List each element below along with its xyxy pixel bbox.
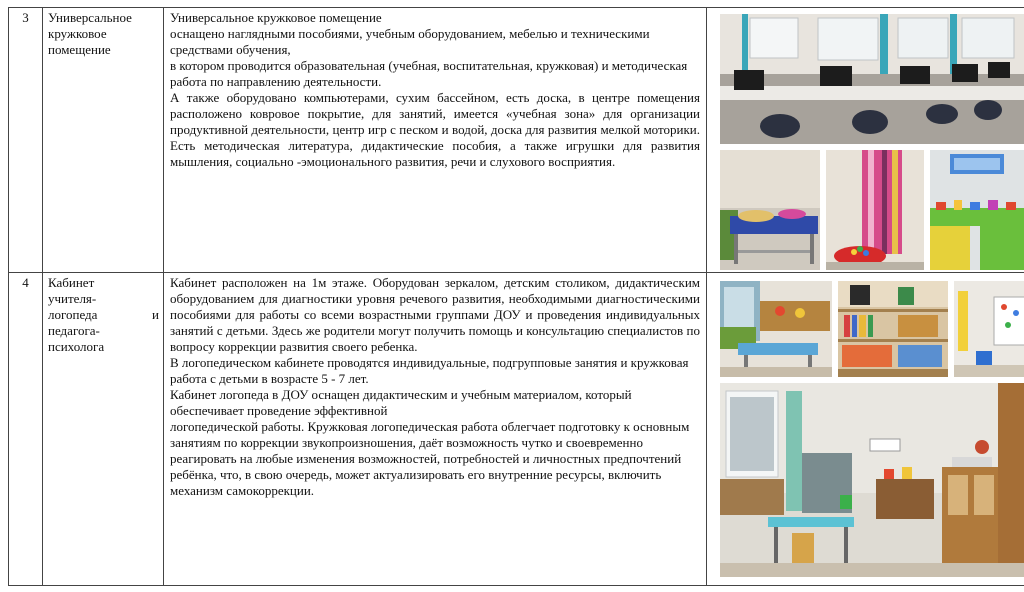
room-description bbox=[164, 273, 707, 586]
learning-zone-photo bbox=[930, 150, 1024, 270]
row-number: 4 bbox=[9, 273, 43, 586]
room-name: Универсальное кружковое помещение bbox=[43, 8, 164, 273]
room-name-line: педагога- bbox=[48, 323, 100, 338]
description-paragraph: Кабинет расположен на 1м этаже. Оборудован зеркалом, детским столиком, дидактическим оборудованием для диагностики уровня речевого развития, необходимыми диагностическими пособиями для работы со всеми возрастными группами ДОУ и проведения индивидуальных занятий с детьми. Здесь же родители могут получить помощь и консультацию специалистов по вопросу коррекции развития своего ребенка. bbox=[170, 275, 700, 354]
facilities-table bbox=[8, 7, 1024, 586]
description-paragraph: Универсальное кружковое помещение bbox=[170, 10, 382, 25]
description-paragraph: В логопедическом кабинете проводятся индивидуальные, подгрупповые занятия и кружковая работа с детьми в возрасте 5 - 7 лет. bbox=[170, 355, 689, 386]
photos-cell bbox=[707, 273, 1024, 586]
room-name-line: психолога bbox=[48, 339, 105, 354]
sand-water-table-photo bbox=[720, 150, 820, 270]
magnetic-board-photo bbox=[954, 281, 1024, 377]
description-paragraph: логопедической работы. Кружковая логопедическая работа облегчает подготовку к основным занятиям по коррекции звукопроизношения, даёт возможность чутко и своевременно реагировать на любые изменения возможностей, потребностей и личностных предпочтений ребёнка, что, в свою очередь, может актуализировать его внутренние ресурсы, включить механизм самокоррекции. bbox=[170, 419, 690, 498]
room-name-line: Кабинет bbox=[48, 275, 95, 290]
speech-therapy-room-photo bbox=[720, 383, 1024, 577]
room-name-word: логопеда bbox=[48, 307, 98, 322]
description-paragraph: А также оборудовано компьютерами, сухим бассейном, есть доска, в центре помещения расположено ковровое покрытие, для занятий, имеется «учебная зона» для организации продуктивной деятельности, центр игр с песком и водой, доска для развития мелкой моторики. Есть методическая литература, дидактические пособия, а также игрушки для развития мышления, социально -эмоционального развития, речи и слухового восприятия. bbox=[170, 90, 700, 169]
room-name-line bbox=[48, 307, 159, 323]
photos-cell bbox=[707, 8, 1024, 273]
room-name-line: учителя- bbox=[48, 291, 97, 306]
room-name bbox=[43, 273, 164, 586]
table-row bbox=[9, 8, 1024, 273]
speech-room-table-photo bbox=[720, 281, 832, 377]
description-paragraph: оснащено наглядными пособиями, учебным оборудованием, мебелью и техническими средствами обучения, bbox=[170, 26, 650, 57]
table-row bbox=[9, 273, 1024, 586]
description-paragraph: Кабинет логопеда в ДОУ оснащен дидактическим и учебным материалом, который обеспечивает проведение эффективной bbox=[170, 387, 632, 418]
row-number: 3 bbox=[9, 8, 43, 273]
room-name-word: и bbox=[152, 307, 159, 322]
description-paragraph: в котором проводится образовательная (учебная, воспитательная, кружковая) и методическая работа по направлению деятельности. bbox=[170, 58, 688, 89]
bookshelf-photo bbox=[838, 281, 948, 377]
room-description bbox=[164, 8, 707, 273]
dry-pool-photo bbox=[826, 150, 924, 270]
classroom-computers-photo bbox=[720, 14, 1024, 144]
